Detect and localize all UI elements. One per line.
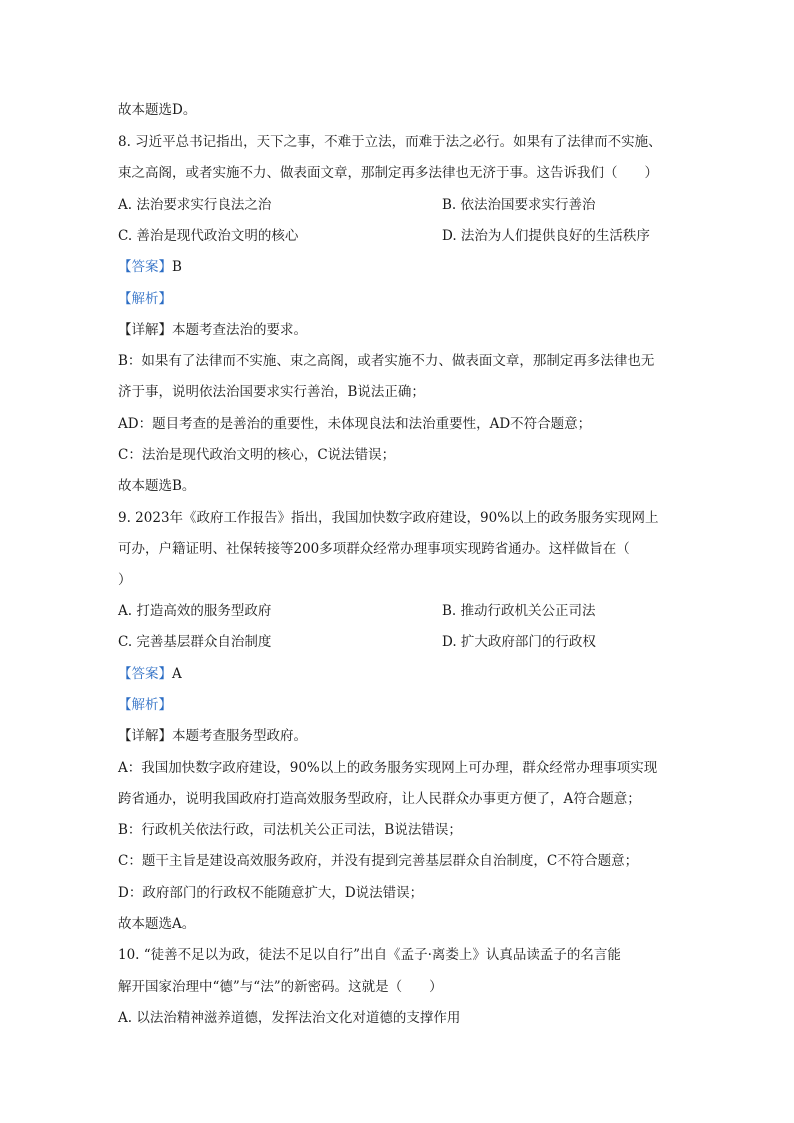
q8-detail — [118, 321, 307, 339]
q10-stem-line-1: 10. “徒善不足以为政，徒法不足以自行”出自《孟子·离娄上》认真品读孟子的名言能 — [118, 947, 621, 963]
q9-explanation-c: C：题干主旨是建设高效服务政府，并没有提到完善基层群众自治制度，C不符合题意； — [118, 853, 639, 869]
q8-explanation-b-line-2: 济于事，说明依法治国要求实行善治，B说法正确； — [118, 384, 425, 400]
q9-option-d: D. 扩大政府部门的行政权 — [442, 634, 596, 650]
q9-answer — [118, 665, 182, 683]
q9-answer-value: A — [172, 666, 182, 682]
q9-explanation-a-line-1: A：我国加快数字政府建设，90%以上的政务服务实现网上可办理，群众经常办理事项实现 — [118, 760, 658, 776]
q10-stem-line-2: 解开国家治理中“德”与“法”的新密码。这就是（ ） — [118, 979, 443, 995]
q8-option-c: C. 善治是现代政治文明的核心 — [118, 228, 299, 244]
q9-answer-tag: 【答案】 — [118, 666, 172, 682]
q9-stem-line-3: ） — [118, 572, 132, 588]
q8-option-b: B. 依法治国要求实行善治 — [442, 197, 596, 213]
q8-answer — [118, 258, 182, 276]
q8-detail-tag: 【详解】 — [118, 322, 172, 338]
q8-explanation-c: C：法治是现代政治文明的核心，C说法错误； — [118, 447, 396, 463]
q9-detail-tag: 【详解】 — [118, 728, 172, 744]
q10-option-a: A. 以法治精神滋养道德，发挥法治文化对道德的支撑作用 — [118, 1010, 461, 1026]
q9-option-c: C. 完善基层群众自治制度 — [118, 634, 272, 650]
q9-stem-line-2: 可办，户籍证明、社保转接等200多项群众经常办理事项实现跨省通办。这样做旨在（ — [118, 541, 630, 557]
q8-conclusion: 故本题选B。 — [118, 478, 196, 494]
q8-answer-tag: 【答案】 — [118, 259, 172, 275]
q8-analysis-tag: 【解析】 — [118, 291, 172, 307]
q8-explanation-b-line-1: B：如果有了法律而不实施、束之高阁，或者实施不力、做表面文章，那制定再多法律也无 — [118, 353, 655, 369]
q9-detail-text: 本题考查服务型政府。 — [172, 728, 307, 744]
q9-stem-line-1: 9. 2023年《政府工作报告》指出，我国加快数字政府建设，90%以上的政务服务实现网上 — [118, 510, 659, 526]
q8-explanation-ad: AD：题目考查的是善治的重要性，未体现良法和法治重要性，AD不符合题意； — [118, 416, 592, 432]
q8-stem-line-1: 8. 习近平总书记指出，天下之事，不难于立法，而难于法之必行。如果有了法律而不实施、 — [118, 134, 662, 150]
q8-detail-text: 本题考查法治的要求。 — [172, 322, 307, 338]
q9-option-a: A. 打造高效的服务型政府 — [118, 603, 272, 619]
q9-option-b: B. 推动行政机关公正司法 — [442, 603, 596, 619]
prev-question-conclusion: 故本题选D。 — [118, 102, 197, 118]
q9-conclusion: 故本题选A。 — [118, 916, 196, 932]
q8-option-a: A. 法治要求实行良法之治 — [118, 197, 272, 213]
q9-explanation-d: D：政府部门的行政权不能随意扩大，D说法错误； — [118, 885, 424, 901]
q8-answer-value: B — [172, 259, 182, 275]
q8-option-d: D. 法治为人们提供良好的生活秩序 — [442, 228, 650, 244]
q9-detail — [118, 727, 307, 745]
q9-explanation-a-line-2: 跨省通办，说明我国政府打造高效服务型政府，让人民群众办事更方便了，A符合题意； — [118, 791, 641, 807]
q9-analysis-tag: 【解析】 — [118, 697, 172, 713]
q9-explanation-b: B：行政机关依法行政，司法机关公正司法，B说法错误； — [118, 822, 462, 838]
q8-stem-line-2: 束之高阁，或者实施不力、做表面文章，那制定再多法律也无济于事。这告诉我们（ ） — [118, 165, 658, 181]
